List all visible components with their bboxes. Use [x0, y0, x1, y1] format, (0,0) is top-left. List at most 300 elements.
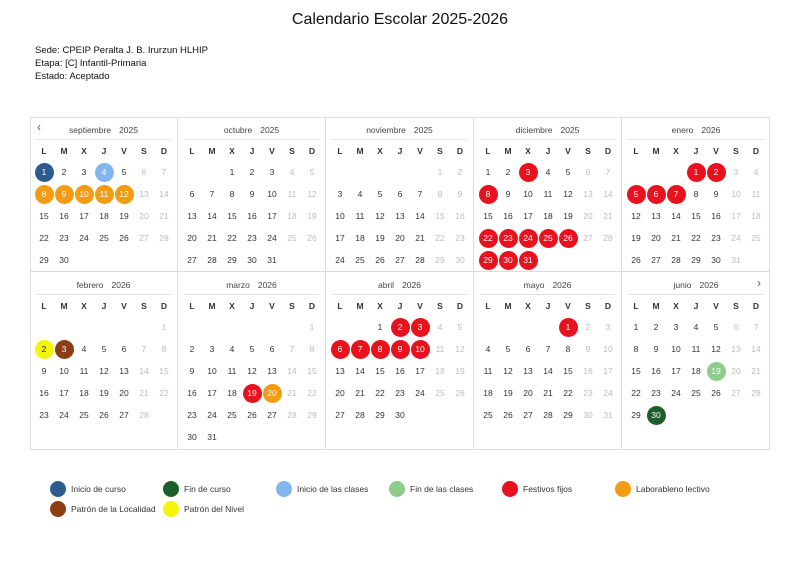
day-cell[interactable]: 22 — [435, 233, 445, 243]
day-cell[interactable]: 5 — [121, 167, 127, 177]
day-cell[interactable]: 7 — [289, 344, 295, 354]
day-cell[interactable]: 1 — [161, 322, 167, 332]
day-cell[interactable]: 12 — [563, 189, 573, 199]
day-cell-festivos[interactable] — [330, 338, 350, 360]
day-cell[interactable]: 29 — [563, 410, 573, 420]
day-cell[interactable]: 20 — [139, 211, 149, 221]
day-cell[interactable]: 25 — [79, 410, 89, 420]
day-cell-festivos[interactable] — [498, 227, 518, 249]
day-cell[interactable]: 25 — [355, 255, 365, 265]
day-cell[interactable]: 17 — [415, 366, 425, 376]
day-cell[interactable]: 11 — [435, 344, 445, 354]
day-cell[interactable]: 6 — [141, 167, 147, 177]
day-cell[interactable]: 15 — [483, 211, 493, 221]
day-cell[interactable]: 10 — [59, 366, 69, 376]
day-cell[interactable]: 23 — [711, 233, 721, 243]
day-cell[interactable]: 23 — [395, 388, 405, 398]
day-cell[interactable]: 23 — [583, 388, 593, 398]
day-cell[interactable]: 17 — [79, 211, 89, 221]
day-cell[interactable]: 14 — [671, 211, 681, 221]
day-cell[interactable]: 28 — [751, 388, 761, 398]
day-cell[interactable]: 31 — [731, 255, 741, 265]
day-cell[interactable]: 4 — [437, 322, 443, 332]
day-cell[interactable]: 7 — [209, 189, 215, 199]
day-cell[interactable]: 1 — [437, 167, 443, 177]
day-cell[interactable]: 27 — [523, 410, 533, 420]
day-cell[interactable]: 15 — [39, 211, 49, 221]
day-cell[interactable]: 18 — [543, 211, 553, 221]
next-month-chevron-icon[interactable]: › — [757, 276, 761, 290]
day-cell[interactable]: 18 — [355, 233, 365, 243]
day-cell[interactable]: 15 — [691, 211, 701, 221]
day-cell[interactable]: 13 — [523, 366, 533, 376]
day-cell-patron-nivel[interactable] — [34, 338, 54, 360]
day-cell[interactable]: 20 — [395, 233, 405, 243]
day-cell[interactable]: 21 — [543, 388, 553, 398]
day-cell[interactable]: 1 — [229, 167, 235, 177]
day-cell[interactable]: 28 — [355, 410, 365, 420]
day-cell[interactable]: 21 — [355, 388, 365, 398]
day-cell[interactable]: 24 — [207, 410, 217, 420]
day-cell[interactable]: 14 — [159, 189, 169, 199]
day-cell[interactable]: 28 — [139, 410, 149, 420]
day-cell[interactable]: 9 — [189, 366, 195, 376]
day-cell[interactable]: 12 — [455, 344, 465, 354]
day-cell[interactable]: 22 — [227, 233, 237, 243]
day-cell[interactable]: 3 — [209, 344, 215, 354]
day-cell[interactable]: 5 — [309, 167, 315, 177]
day-cell[interactable]: 1 — [377, 322, 383, 332]
day-cell[interactable]: 19 — [375, 233, 385, 243]
day-cell-festivos[interactable] — [518, 249, 538, 271]
day-cell[interactable]: 15 — [307, 366, 317, 376]
day-cell[interactable]: 13 — [187, 211, 197, 221]
day-cell-inicio-clases[interactable] — [94, 161, 114, 183]
day-cell[interactable]: 8 — [565, 344, 571, 354]
day-cell[interactable]: 20 — [119, 388, 129, 398]
day-cell[interactable]: 15 — [631, 366, 641, 376]
day-cell[interactable]: 10 — [523, 189, 533, 199]
day-cell[interactable]: 25 — [483, 410, 493, 420]
day-cell[interactable]: 19 — [503, 388, 513, 398]
day-cell[interactable]: 4 — [81, 344, 87, 354]
day-cell[interactable]: 29 — [227, 255, 237, 265]
day-cell[interactable]: 3 — [733, 167, 739, 177]
day-cell[interactable]: 30 — [395, 410, 405, 420]
day-cell[interactable]: 11 — [355, 211, 365, 221]
day-cell[interactable]: 11 — [287, 189, 297, 199]
day-cell[interactable]: 7 — [141, 344, 147, 354]
day-cell[interactable]: 18 — [691, 366, 701, 376]
day-cell[interactable]: 30 — [455, 255, 465, 265]
day-cell[interactable]: 16 — [503, 211, 513, 221]
day-cell-festivos[interactable] — [478, 183, 498, 205]
day-cell[interactable]: 2 — [249, 167, 255, 177]
day-cell-festivos[interactable] — [666, 183, 686, 205]
day-cell[interactable]: 15 — [159, 366, 169, 376]
day-cell-festivos[interactable] — [390, 338, 410, 360]
day-cell[interactable]: 26 — [99, 410, 109, 420]
day-cell-festivos[interactable] — [350, 338, 370, 360]
day-cell[interactable]: 3 — [673, 322, 679, 332]
day-cell[interactable]: 10 — [603, 344, 613, 354]
day-cell[interactable]: 8 — [633, 344, 639, 354]
day-cell-inicio-curso[interactable] — [34, 161, 54, 183]
day-cell[interactable]: 1 — [309, 322, 315, 332]
day-cell[interactable]: 13 — [583, 189, 593, 199]
day-cell[interactable]: 22 — [691, 233, 701, 243]
day-cell[interactable]: 12 — [99, 366, 109, 376]
day-cell[interactable]: 31 — [207, 432, 217, 442]
day-cell[interactable]: 22 — [159, 388, 169, 398]
day-cell[interactable]: 13 — [395, 211, 405, 221]
day-cell[interactable]: 19 — [119, 211, 129, 221]
day-cell[interactable]: 26 — [631, 255, 641, 265]
day-cell[interactable]: 20 — [583, 211, 593, 221]
day-cell[interactable]: 28 — [287, 410, 297, 420]
day-cell[interactable]: 14 — [751, 344, 761, 354]
day-cell[interactable]: 30 — [247, 255, 257, 265]
day-cell-festivos[interactable] — [498, 249, 518, 271]
day-cell[interactable]: 8 — [161, 344, 167, 354]
day-cell-laborable[interactable] — [94, 183, 114, 205]
day-cell[interactable]: 18 — [483, 388, 493, 398]
day-cell[interactable]: 7 — [417, 189, 423, 199]
day-cell[interactable]: 9 — [505, 189, 511, 199]
day-cell-festivos[interactable] — [390, 316, 410, 338]
day-cell[interactable]: 5 — [249, 344, 255, 354]
day-cell[interactable]: 23 — [59, 233, 69, 243]
day-cell[interactable]: 8 — [693, 189, 699, 199]
day-cell-laborable[interactable] — [34, 183, 54, 205]
day-cell[interactable]: 9 — [249, 189, 255, 199]
day-cell[interactable]: 15 — [227, 211, 237, 221]
day-cell[interactable]: 22 — [307, 388, 317, 398]
day-cell-festivos[interactable] — [370, 338, 390, 360]
day-cell[interactable]: 12 — [631, 211, 641, 221]
day-cell[interactable]: 16 — [455, 211, 465, 221]
day-cell[interactable]: 26 — [247, 410, 257, 420]
day-cell[interactable]: 6 — [189, 189, 195, 199]
day-cell[interactable]: 9 — [585, 344, 591, 354]
day-cell[interactable]: 9 — [713, 189, 719, 199]
day-cell[interactable]: 29 — [375, 410, 385, 420]
day-cell[interactable]: 27 — [335, 410, 345, 420]
day-cell[interactable]: 2 — [457, 167, 463, 177]
day-cell-fin-curso[interactable] — [646, 404, 666, 426]
day-cell-festivos[interactable] — [518, 161, 538, 183]
day-cell[interactable]: 28 — [207, 255, 217, 265]
day-cell[interactable]: 27 — [651, 255, 661, 265]
day-cell[interactable]: 28 — [603, 233, 613, 243]
day-cell[interactable]: 18 — [227, 388, 237, 398]
day-cell-festivos[interactable] — [410, 316, 430, 338]
day-cell[interactable]: 16 — [187, 388, 197, 398]
day-cell[interactable]: 30 — [583, 410, 593, 420]
prev-month-chevron-icon[interactable]: ‹ — [37, 120, 41, 134]
day-cell[interactable]: 21 — [139, 388, 149, 398]
day-cell-festivos[interactable] — [518, 227, 538, 249]
day-cell[interactable]: 14 — [355, 366, 365, 376]
day-cell[interactable]: 23 — [651, 388, 661, 398]
day-cell[interactable]: 27 — [119, 410, 129, 420]
day-cell[interactable]: 24 — [731, 233, 741, 243]
day-cell-laborable[interactable] — [54, 183, 74, 205]
day-cell[interactable]: 4 — [289, 167, 295, 177]
day-cell[interactable]: 13 — [119, 366, 129, 376]
day-cell-fin-clases[interactable] — [706, 360, 726, 382]
day-cell-festivos[interactable] — [646, 183, 666, 205]
day-cell[interactable]: 6 — [121, 344, 127, 354]
day-cell-festivos[interactable] — [478, 249, 498, 271]
day-cell[interactable]: 6 — [269, 344, 275, 354]
day-cell[interactable]: 16 — [39, 388, 49, 398]
day-cell[interactable]: 23 — [187, 410, 197, 420]
day-cell[interactable]: 11 — [227, 366, 237, 376]
day-cell[interactable]: 18 — [751, 211, 761, 221]
day-cell[interactable]: 25 — [287, 233, 297, 243]
day-cell[interactable]: 11 — [483, 366, 493, 376]
day-cell[interactable]: 27 — [731, 388, 741, 398]
day-cell[interactable]: 10 — [335, 211, 345, 221]
day-cell[interactable]: 1 — [485, 167, 491, 177]
day-cell[interactable]: 29 — [307, 410, 317, 420]
day-cell[interactable]: 17 — [671, 366, 681, 376]
day-cell[interactable]: 20 — [731, 366, 741, 376]
day-cell[interactable]: 12 — [503, 366, 513, 376]
day-cell[interactable]: 5 — [377, 189, 383, 199]
day-cell[interactable]: 19 — [455, 366, 465, 376]
day-cell[interactable]: 19 — [99, 388, 109, 398]
day-cell[interactable]: 21 — [287, 388, 297, 398]
day-cell[interactable]: 13 — [335, 366, 345, 376]
day-cell[interactable]: 26 — [711, 388, 721, 398]
day-cell[interactable]: 22 — [631, 388, 641, 398]
day-cell[interactable]: 10 — [207, 366, 217, 376]
day-cell[interactable]: 12 — [711, 344, 721, 354]
day-cell[interactable]: 24 — [415, 388, 425, 398]
day-cell[interactable]: 8 — [309, 344, 315, 354]
day-cell-festivos[interactable] — [242, 382, 262, 404]
day-cell[interactable]: 4 — [545, 167, 551, 177]
day-cell[interactable]: 4 — [357, 189, 363, 199]
day-cell[interactable]: 3 — [269, 167, 275, 177]
day-cell-laborable[interactable] — [114, 183, 134, 205]
day-cell[interactable]: 22 — [39, 233, 49, 243]
day-cell[interactable]: 27 — [139, 233, 149, 243]
day-cell[interactable]: 20 — [651, 233, 661, 243]
day-cell-festivos[interactable] — [558, 227, 578, 249]
day-cell[interactable]: 2 — [585, 322, 591, 332]
day-cell[interactable]: 6 — [733, 322, 739, 332]
day-cell[interactable]: 30 — [187, 432, 197, 442]
day-cell[interactable]: 27 — [583, 233, 593, 243]
day-cell[interactable]: 26 — [503, 410, 513, 420]
day-cell[interactable]: 16 — [651, 366, 661, 376]
day-cell[interactable]: 31 — [603, 410, 613, 420]
day-cell[interactable]: 28 — [415, 255, 425, 265]
day-cell[interactable]: 19 — [563, 211, 573, 221]
day-cell[interactable]: 21 — [207, 233, 217, 243]
day-cell[interactable]: 7 — [545, 344, 551, 354]
day-cell-festivos[interactable] — [538, 227, 558, 249]
day-cell[interactable]: 5 — [505, 344, 511, 354]
day-cell[interactable]: 9 — [41, 366, 47, 376]
day-cell[interactable]: 20 — [335, 388, 345, 398]
day-cell[interactable]: 5 — [101, 344, 107, 354]
day-cell[interactable]: 5 — [713, 322, 719, 332]
day-cell[interactable]: 4 — [485, 344, 491, 354]
day-cell[interactable]: 8 — [229, 189, 235, 199]
day-cell[interactable]: 18 — [99, 211, 109, 221]
day-cell[interactable]: 26 — [119, 233, 129, 243]
day-cell-festivos[interactable] — [410, 338, 430, 360]
day-cell-festivos[interactable] — [686, 161, 706, 183]
day-cell[interactable]: 24 — [79, 233, 89, 243]
day-cell[interactable]: 22 — [563, 388, 573, 398]
day-cell[interactable]: 18 — [79, 388, 89, 398]
day-cell[interactable]: 21 — [415, 233, 425, 243]
day-cell[interactable]: 29 — [435, 255, 445, 265]
day-cell[interactable]: 6 — [525, 344, 531, 354]
day-cell[interactable]: 3 — [81, 167, 87, 177]
day-cell[interactable]: 14 — [207, 211, 217, 221]
day-cell[interactable]: 21 — [671, 233, 681, 243]
day-cell[interactable]: 24 — [267, 233, 277, 243]
day-cell[interactable]: 5 — [457, 322, 463, 332]
day-cell[interactable]: 31 — [267, 255, 277, 265]
day-cell-festivos[interactable] — [706, 161, 726, 183]
day-cell[interactable]: 17 — [523, 211, 533, 221]
day-cell[interactable]: 24 — [335, 255, 345, 265]
day-cell[interactable]: 14 — [543, 366, 553, 376]
day-cell[interactable]: 24 — [671, 388, 681, 398]
day-cell[interactable]: 4 — [693, 322, 699, 332]
day-cell[interactable]: 2 — [61, 167, 67, 177]
day-cell[interactable]: 26 — [375, 255, 385, 265]
day-cell[interactable]: 16 — [247, 211, 257, 221]
day-cell[interactable]: 10 — [731, 189, 741, 199]
day-cell[interactable]: 13 — [139, 189, 149, 199]
day-cell[interactable]: 17 — [59, 388, 69, 398]
day-cell[interactable]: 15 — [435, 211, 445, 221]
day-cell[interactable]: 13 — [651, 211, 661, 221]
day-cell[interactable]: 25 — [99, 233, 109, 243]
day-cell[interactable]: 4 — [753, 167, 759, 177]
day-cell[interactable]: 25 — [435, 388, 445, 398]
day-cell[interactable]: 19 — [631, 233, 641, 243]
day-cell[interactable]: 11 — [751, 189, 761, 199]
day-cell[interactable]: 15 — [563, 366, 573, 376]
day-cell[interactable]: 23 — [39, 410, 49, 420]
day-cell[interactable]: 2 — [653, 322, 659, 332]
day-cell[interactable]: 22 — [375, 388, 385, 398]
day-cell[interactable]: 10 — [267, 189, 277, 199]
day-cell[interactable]: 25 — [691, 388, 701, 398]
day-cell[interactable]: 11 — [79, 366, 89, 376]
day-cell[interactable]: 23 — [455, 233, 465, 243]
day-cell[interactable]: 3 — [337, 189, 343, 199]
day-cell[interactable]: 11 — [543, 189, 553, 199]
day-cell[interactable]: 25 — [751, 233, 761, 243]
day-cell[interactable]: 14 — [287, 366, 297, 376]
day-cell[interactable]: 17 — [207, 388, 217, 398]
day-cell[interactable]: 20 — [187, 233, 197, 243]
day-cell[interactable]: 6 — [585, 167, 591, 177]
day-cell[interactable]: 21 — [751, 366, 761, 376]
day-cell[interactable]: 7 — [753, 322, 759, 332]
day-cell[interactable]: 17 — [335, 233, 345, 243]
day-cell-laborable[interactable] — [262, 382, 282, 404]
day-cell[interactable]: 13 — [731, 344, 741, 354]
day-cell[interactable]: 5 — [565, 167, 571, 177]
day-cell[interactable]: 11 — [691, 344, 701, 354]
day-cell[interactable]: 12 — [247, 366, 257, 376]
day-cell[interactable]: 27 — [395, 255, 405, 265]
day-cell[interactable]: 16 — [395, 366, 405, 376]
day-cell[interactable]: 25 — [227, 410, 237, 420]
day-cell[interactable]: 13 — [267, 366, 277, 376]
day-cell[interactable]: 26 — [455, 388, 465, 398]
day-cell[interactable]: 23 — [247, 233, 257, 243]
day-cell[interactable]: 4 — [229, 344, 235, 354]
day-cell[interactable]: 7 — [161, 167, 167, 177]
day-cell[interactable]: 12 — [307, 189, 317, 199]
day-cell[interactable]: 12 — [375, 211, 385, 221]
day-cell[interactable]: 18 — [287, 211, 297, 221]
day-cell[interactable]: 17 — [267, 211, 277, 221]
day-cell[interactable]: 27 — [267, 410, 277, 420]
day-cell[interactable]: 10 — [671, 344, 681, 354]
day-cell-patron-localidad[interactable] — [54, 338, 74, 360]
day-cell[interactable]: 16 — [583, 366, 593, 376]
day-cell[interactable]: 28 — [671, 255, 681, 265]
day-cell-laborable[interactable] — [74, 183, 94, 205]
day-cell-festivos[interactable] — [478, 227, 498, 249]
day-cell[interactable]: 28 — [543, 410, 553, 420]
day-cell[interactable]: 8 — [437, 189, 443, 199]
day-cell[interactable]: 14 — [139, 366, 149, 376]
day-cell-festivos[interactable] — [558, 316, 578, 338]
day-cell[interactable]: 3 — [605, 322, 611, 332]
day-cell[interactable]: 6 — [397, 189, 403, 199]
day-cell[interactable]: 24 — [59, 410, 69, 420]
day-cell-festivos[interactable] — [626, 183, 646, 205]
day-cell[interactable]: 26 — [307, 233, 317, 243]
day-cell[interactable]: 1 — [633, 322, 639, 332]
day-cell[interactable]: 18 — [435, 366, 445, 376]
day-cell[interactable]: 9 — [653, 344, 659, 354]
day-cell[interactable]: 27 — [187, 255, 197, 265]
day-cell[interactable]: 2 — [505, 167, 511, 177]
day-cell[interactable]: 17 — [731, 211, 741, 221]
day-cell[interactable]: 19 — [307, 211, 317, 221]
day-cell[interactable]: 17 — [603, 366, 613, 376]
day-cell[interactable]: 7 — [605, 167, 611, 177]
day-cell[interactable]: 2 — [189, 344, 195, 354]
day-cell[interactable]: 21 — [603, 211, 613, 221]
day-cell[interactable]: 29 — [631, 410, 641, 420]
day-cell[interactable]: 24 — [603, 388, 613, 398]
day-cell[interactable]: 20 — [523, 388, 533, 398]
day-cell[interactable]: 30 — [59, 255, 69, 265]
day-cell[interactable]: 30 — [711, 255, 721, 265]
day-cell[interactable]: 21 — [159, 211, 169, 221]
day-cell[interactable]: 15 — [375, 366, 385, 376]
day-cell[interactable]: 29 — [39, 255, 49, 265]
day-cell[interactable]: 14 — [415, 211, 425, 221]
day-cell[interactable]: 16 — [59, 211, 69, 221]
